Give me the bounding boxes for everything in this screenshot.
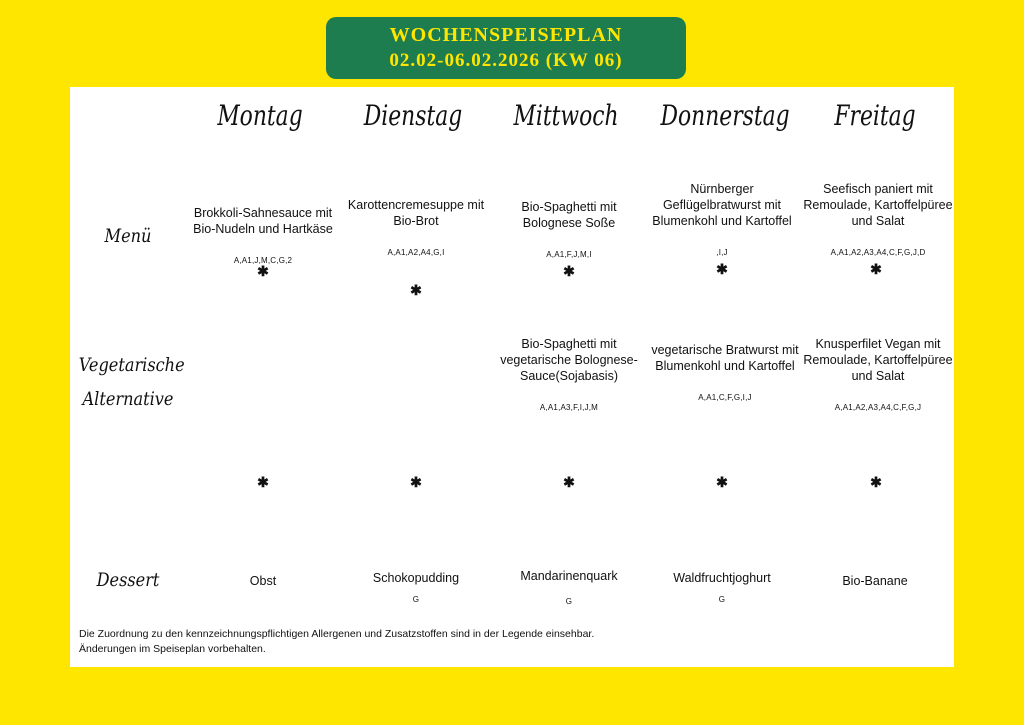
dish-text: Nürnberger Geflügelbratwurst mit Blumenkohl und Kartoffel <box>652 182 792 228</box>
day-header-donnerstag: Donnerstag <box>660 99 790 132</box>
veg-cell-freitag <box>803 336 953 416</box>
star-marker: ✱ <box>870 474 882 490</box>
day-header-mittwoch: Mittwoch <box>513 99 619 132</box>
day-header-montag: Montag <box>217 99 303 132</box>
dish-text: Waldfruchtjoghurt <box>673 571 771 585</box>
star-marker: ✱ <box>257 474 269 490</box>
menu-cell-freitag <box>803 181 953 261</box>
allergen-codes: ,I,J <box>716 248 728 257</box>
dish-text: Knusperfilet Vegan mit Remoulade, Kartoffelpüree und Salat <box>803 337 953 383</box>
veg-cell-donnerstag <box>650 342 800 406</box>
dish-text: Brokkoli-Sahnesauce mit Bio-Nudeln und Hartkäse <box>193 206 333 236</box>
star-marker: ✱ <box>257 263 269 279</box>
title-banner <box>326 17 686 79</box>
veg-cell-mittwoch <box>494 336 644 416</box>
allergen-codes: A,A1,A2,A4,G,I <box>387 248 445 257</box>
footer-line-allergens: Die Zuordnung zu den kennzeichnungspflichtigen Allergenen und Zusatzstoffen sind in der Legende einsehbar. <box>79 628 595 640</box>
dish-text: Karottencremesuppe mit Bio-Brot <box>347 198 485 228</box>
allergen-codes: G <box>412 595 420 604</box>
menu-cell-dienstag <box>341 197 491 261</box>
row-label-vegetarian-line2: Alternative <box>82 388 174 410</box>
allergen-codes: A,A1,A2,A3,A4,C,F,G,J,D <box>830 248 926 257</box>
allergen-codes: A,A1,C,F,G,I,J <box>698 393 752 402</box>
menu-cell-mittwoch <box>494 199 644 263</box>
row-label-vegetarian <box>78 348 185 416</box>
day-header-freitag: Freitag <box>834 99 916 132</box>
dish-text: Obst <box>249 574 277 588</box>
allergen-codes: A,A1,F,J,M,I <box>546 250 592 259</box>
allergen-codes: A,A1,A3,F,I,J,M <box>539 403 599 412</box>
dish-text: Bio-Spaghetti mit Bolognese Soße <box>521 200 617 230</box>
menu-cell-donnerstag <box>647 181 797 261</box>
star-marker: ✱ <box>410 282 422 298</box>
dish-text: vegetarische Bratwurst mit Blumenkohl und Kartoffel <box>651 343 799 373</box>
day-header-dienstag: Dienstag <box>363 99 463 132</box>
star-marker: ✱ <box>870 261 882 277</box>
menu-cell-montag <box>188 205 338 269</box>
row-label-dessert: Dessert <box>96 569 160 591</box>
star-marker: ✱ <box>716 261 728 277</box>
footer-line-changes: Änderungen im Speiseplan vorbehalten. <box>79 643 266 655</box>
dish-text: Mandarinenquark <box>520 569 618 583</box>
star-marker: ✱ <box>563 474 575 490</box>
dessert-cell-mittwoch <box>494 568 644 610</box>
dish-text: Bio-Banane <box>842 574 908 588</box>
star-marker: ✱ <box>563 263 575 279</box>
allergen-codes: A,A1,J,M,C,G,2 <box>233 256 293 265</box>
star-marker: ✱ <box>716 474 728 490</box>
star-marker: ✱ <box>410 474 422 490</box>
row-label-vegetarian-line1: Vegetarische <box>78 354 185 376</box>
dish-text: Bio-Spaghetti mit vegetarische Bolognese-Sauce(Sojabasis) <box>500 337 638 383</box>
dish-text: Schokopudding <box>372 571 460 585</box>
dessert-cell-montag <box>188 573 338 589</box>
date-range: 02.02-06.02.2026 (KW 06) <box>389 50 623 71</box>
dish-text: Seefisch paniert mit Remoulade, Kartoffelpüree und Salat <box>803 182 953 228</box>
footer-note <box>79 627 594 657</box>
dessert-cell-dienstag <box>341 570 491 608</box>
allergen-codes: G <box>565 597 573 606</box>
row-label-menu: Menü <box>104 225 152 247</box>
menu-panel <box>70 87 954 667</box>
dessert-cell-donnerstag <box>647 570 797 608</box>
allergen-codes: G <box>718 595 726 604</box>
dessert-cell-freitag <box>800 573 950 589</box>
allergen-codes: A,A1,A2,A3,A4,C,F,G,J <box>834 403 922 412</box>
page-title: WOCHENSPEISEPLAN <box>389 24 623 46</box>
